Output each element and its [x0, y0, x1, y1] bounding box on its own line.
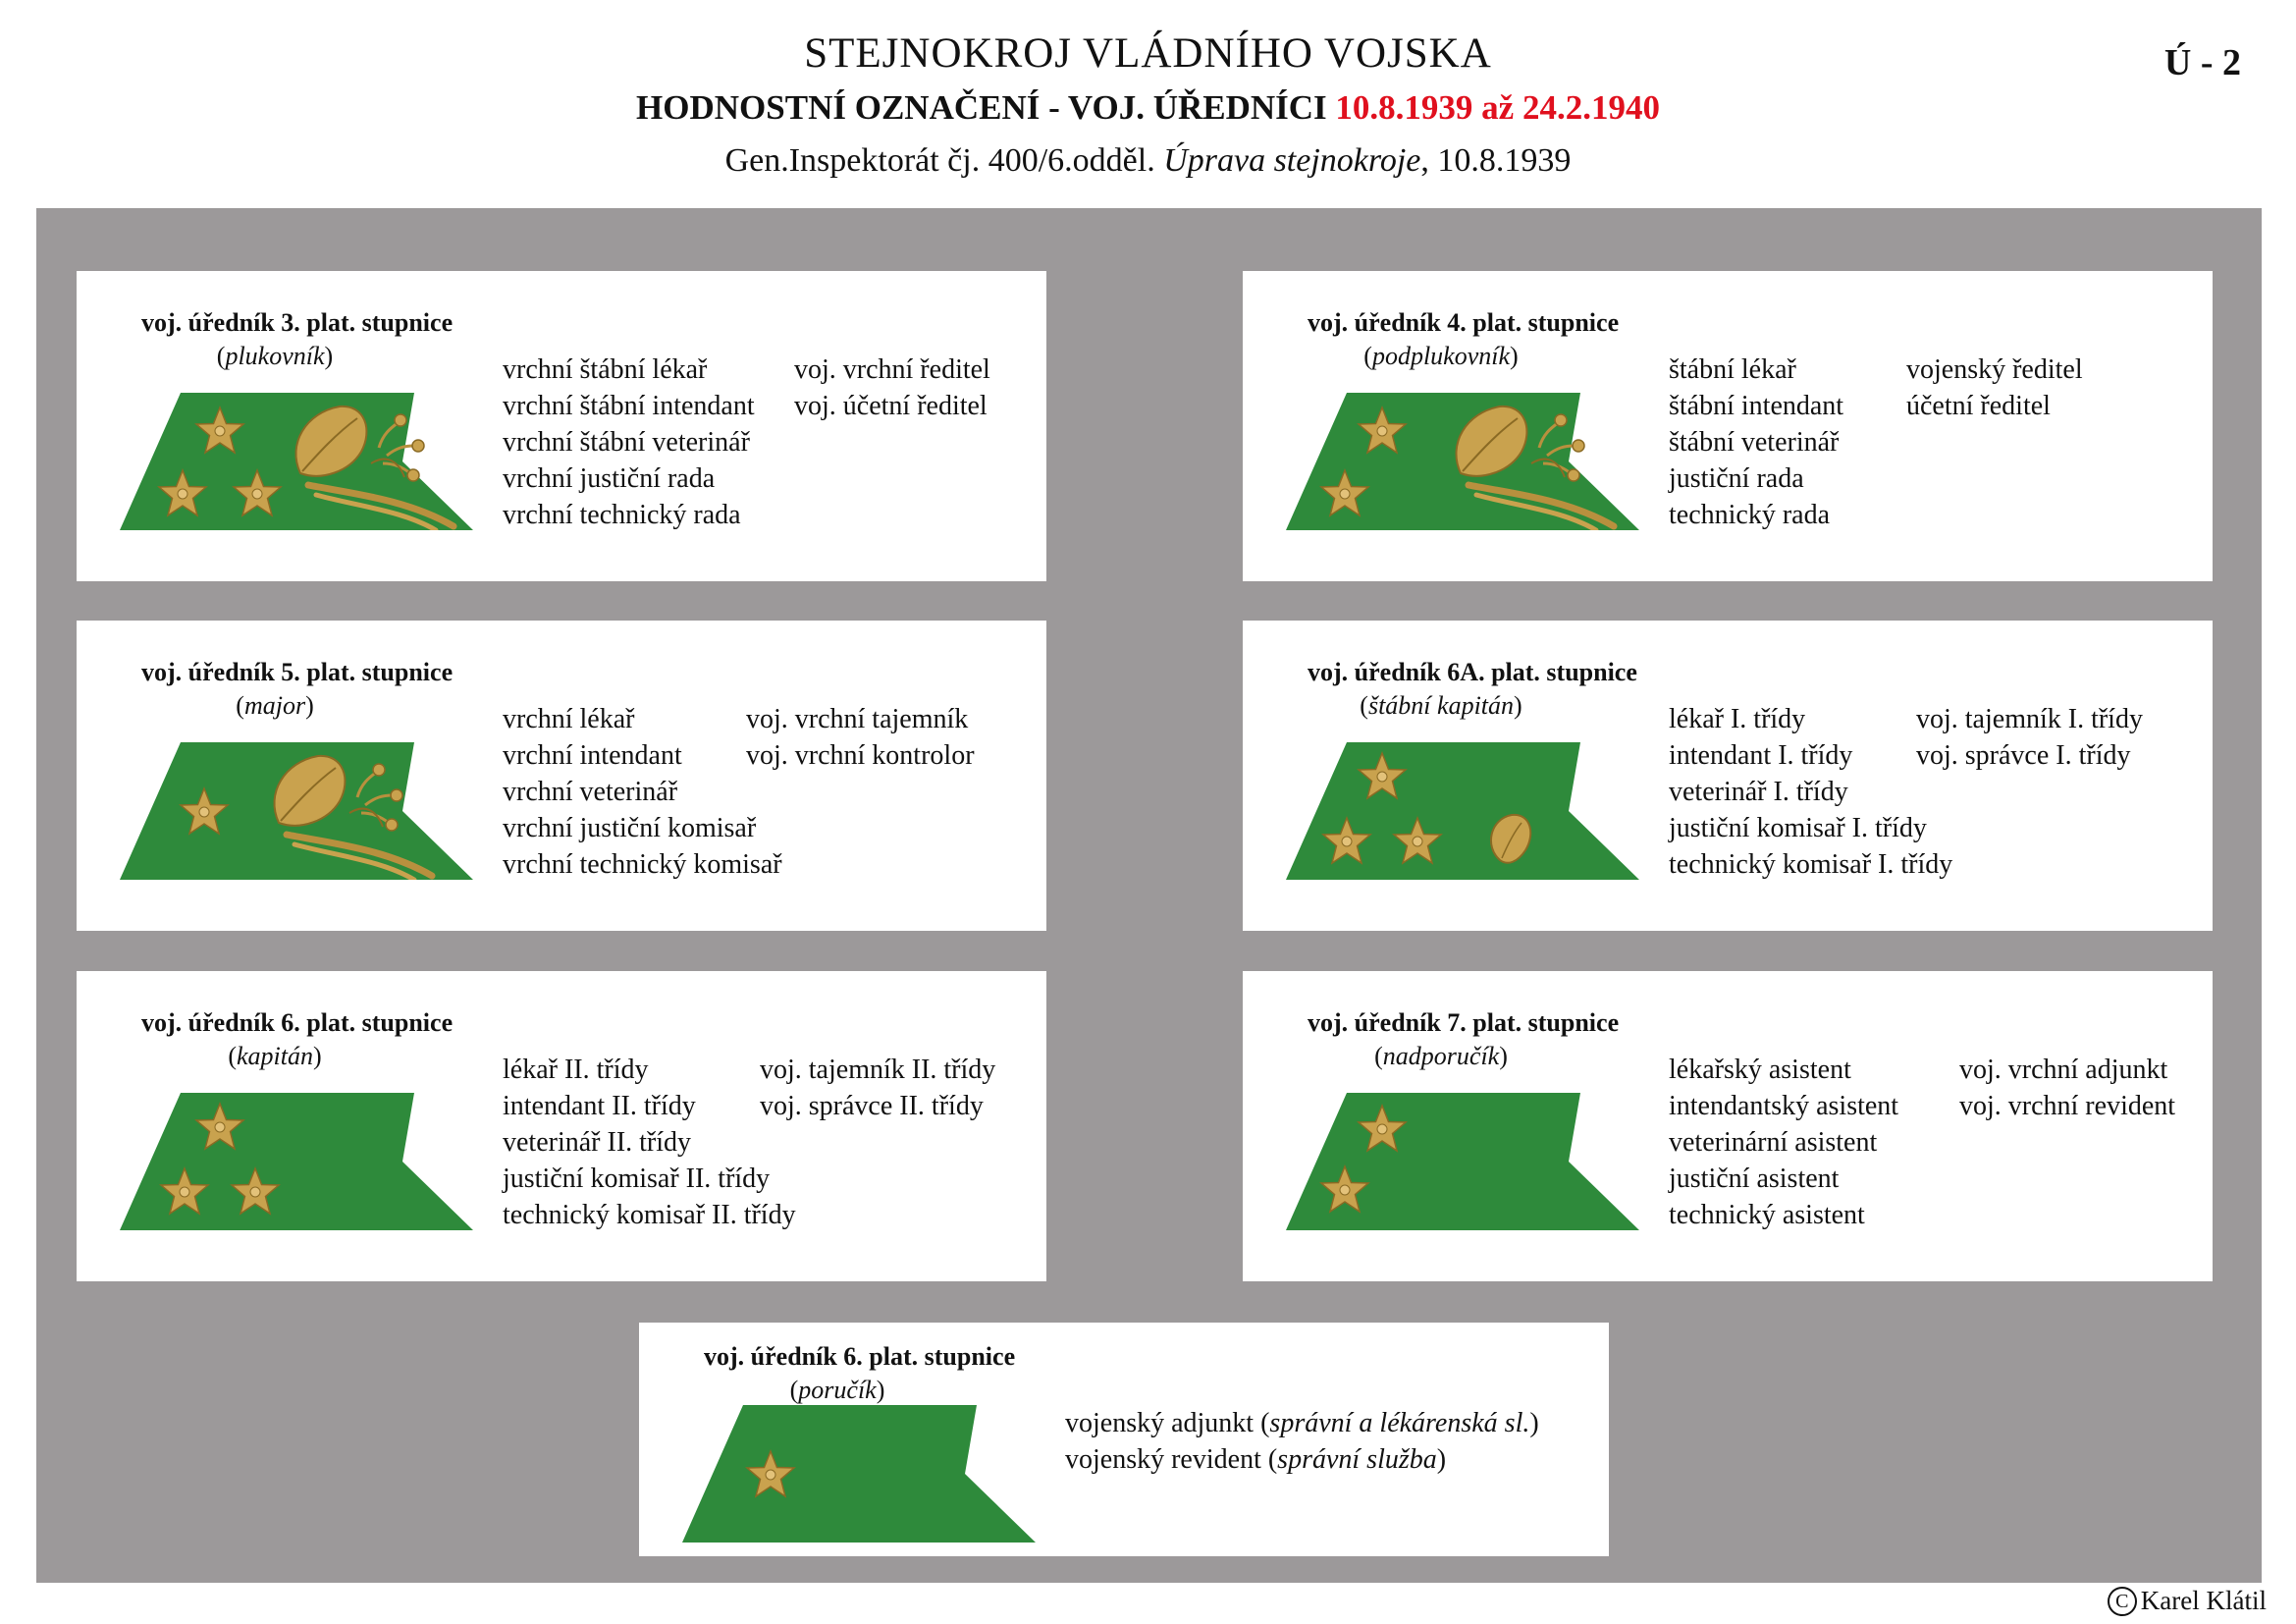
title-line: voj. správce I. třídy: [1916, 740, 2131, 771]
titles-column-2: [1906, 352, 2083, 424]
rank-equivalent: (major): [236, 691, 314, 720]
rank-title: voj. úředník 4. plat. stupnice: [1308, 308, 1620, 337]
copyright: [2108, 1586, 2267, 1616]
rank-equivalent-name: poručík: [798, 1376, 877, 1404]
title-line: vrchní justiční rada: [503, 463, 716, 494]
rank-equivalent-name: podplukovník: [1371, 342, 1511, 370]
title-line: intendant I. třídy: [1669, 740, 1853, 771]
titles-column-1: [1669, 1052, 1898, 1233]
collar-patch-shape: [1286, 1093, 1639, 1230]
title-line: lékařský asistent: [1669, 1055, 1851, 1085]
title-line: technický rada: [1669, 500, 1831, 530]
rank-equivalent: (poručík): [789, 1376, 885, 1404]
title-italic: správní a lékárenská sl.: [1269, 1408, 1530, 1438]
title-line: vrchní technický komisař: [503, 849, 782, 880]
titles-column-1: [503, 352, 755, 533]
rank-title: voj. úředník 6. plat. stupnice: [704, 1342, 1016, 1371]
title-line: účetní ředitel: [1906, 391, 2051, 421]
title-line: vrchní štábní lékař: [503, 354, 708, 385]
title-line: vrchní štábní veterinář: [503, 427, 750, 458]
title-line: vrchní štábní intendant: [503, 391, 755, 421]
collar-patch: [1286, 1091, 1639, 1230]
reference-prefix: Gen.Inspektorát čj. 400/6.odděl.: [724, 142, 1155, 179]
rank-title: voj. úředník 3. plat. stupnice: [141, 308, 454, 337]
title-line: voj. správce II. třídy: [760, 1091, 984, 1121]
title-line: lékař I. třídy: [1669, 704, 1806, 734]
title-line: veterinář II. třídy: [503, 1127, 692, 1158]
rank-title: voj. úředník 5. plat. stupnice: [141, 658, 454, 686]
titles-column-1: [1669, 701, 1952, 883]
title-line: voj. účetní ředitel: [794, 391, 988, 421]
title-line: technický komisař I. třídy: [1669, 849, 1953, 880]
rank-equivalent-name: major: [243, 691, 306, 720]
title-line: technický asistent: [1669, 1200, 1865, 1230]
copyright-author: Karel Klátil: [2140, 1586, 2267, 1615]
titles-column-1: [503, 701, 782, 883]
title-line: technický komisař II. třídy: [503, 1200, 796, 1230]
rank-equivalent: (štábní kapitán): [1360, 691, 1522, 720]
title-line: štábní lékař: [1669, 354, 1796, 385]
title-line: voj. vrchní tajemník: [746, 704, 969, 734]
title-line: štábní intendant: [1669, 391, 1844, 421]
title-text: vojenský adjunkt (: [1065, 1408, 1270, 1438]
title-italic: správní služba: [1277, 1444, 1437, 1475]
title-line: vojenský ředitel: [1906, 354, 2083, 385]
rank-title: voj. úředník 7. plat. stupnice: [1308, 1008, 1620, 1037]
title-line: lékař II. třídy: [503, 1055, 649, 1085]
title-end: ): [1529, 1408, 1539, 1438]
collar-patch: [120, 1091, 473, 1230]
subtitle-dates: 10.8.1939 až 24.2.1940: [1335, 88, 1660, 127]
titles-column-2: [1959, 1052, 2175, 1124]
reference-italic: Úprava stejnokroje: [1163, 142, 1421, 179]
titles-column-1: [1669, 352, 1843, 533]
title-line: veterinář I. třídy: [1669, 777, 1848, 807]
rank-equivalent-name: štábní kapitán: [1367, 691, 1515, 720]
page-title: STEJNOKROJ VLÁDNÍHO VOJSKA: [804, 30, 1492, 77]
titles-column-2: [746, 701, 975, 774]
insignia-board: [36, 208, 2262, 1583]
rank-card-podplukovnik: [1243, 271, 2213, 581]
title-line: voj. vrchní revident: [1959, 1091, 2176, 1121]
titles-column-1: [503, 1052, 796, 1233]
titles-column-2: [1916, 701, 2143, 774]
title-line: intendantský asistent: [1669, 1091, 1899, 1121]
title-line: justiční rada: [1669, 463, 1804, 494]
title-line: vrchní technický rada: [503, 500, 741, 530]
title-text: vojenský revident (: [1065, 1444, 1278, 1475]
title-line: justiční komisař II. třídy: [503, 1164, 771, 1194]
title-line: [1065, 1405, 1539, 1441]
titles-column-1: [1065, 1405, 1539, 1478]
collar-patch: [682, 1403, 1036, 1543]
page-subtitle: [0, 88, 2296, 128]
title-line: vrchní veterinář: [503, 777, 678, 807]
title-line: [1065, 1441, 1539, 1478]
subtitle-main: HODNOSTNÍ OZNAČENÍ - VOJ. ÚŘEDNÍCI: [636, 88, 1327, 127]
title-line: vrchní lékař: [503, 704, 635, 734]
rank-card-stabni-kapitan: [1243, 621, 2213, 931]
title-line: voj. tajemník I. třídy: [1916, 704, 2143, 734]
title-end: ): [1436, 1444, 1447, 1475]
title-line: vrchní justiční komisař: [503, 813, 757, 843]
title-line: voj. vrchní kontrolor: [746, 740, 975, 771]
rank-equivalent: (plukovník): [216, 342, 334, 370]
title-line: voj. vrchní adjunkt: [1959, 1055, 2168, 1085]
reference-line: [0, 142, 2296, 180]
collar-patch-shape: [682, 1405, 1036, 1543]
rank-equivalent-name: kapitán: [237, 1042, 313, 1070]
titles-column-2: [794, 352, 990, 424]
collar-patch: [1286, 391, 1639, 530]
rank-title: voj. úředník 6A. plat. stupnice: [1308, 658, 1637, 686]
rank-card-porucik: [639, 1323, 1609, 1556]
rank-card-plukovnik: [77, 271, 1046, 581]
title-line: veterinární asistent: [1669, 1127, 1878, 1158]
collar-patch: [120, 740, 473, 880]
rank-card-kapitan: [77, 971, 1046, 1281]
rank-equivalent-name: nadporučík: [1382, 1042, 1500, 1070]
title-line: justiční asistent: [1669, 1164, 1840, 1194]
reference-suffix: , 10.8.1939: [1420, 142, 1572, 179]
rank-title: voj. úředník 6. plat. stupnice: [141, 1008, 454, 1037]
copyright-symbol: C: [2108, 1587, 2137, 1616]
title-line: voj. tajemník II. třídy: [760, 1055, 996, 1085]
titles-column-2: [760, 1052, 995, 1124]
rank-equivalent: (nadporučík): [1374, 1042, 1508, 1070]
title-line: vrchní intendant: [503, 740, 682, 771]
title-line: voj. vrchní ředitel: [794, 354, 990, 385]
rank-card-major: [77, 621, 1046, 931]
rank-equivalent: (podplukovník): [1363, 342, 1519, 370]
title-line: justiční komisař I. třídy: [1669, 813, 1927, 843]
rank-equivalent: (kapitán): [228, 1042, 322, 1070]
title-line: intendant II. třídy: [503, 1091, 696, 1121]
page-code: Ú - 2: [2163, 42, 2241, 83]
rank-card-nadporucik: [1243, 971, 2213, 1281]
collar-patch: [1286, 740, 1639, 880]
title-line: štábní veterinář: [1669, 427, 1840, 458]
rank-equivalent-name: plukovník: [225, 342, 325, 370]
collar-patch: [120, 391, 473, 530]
